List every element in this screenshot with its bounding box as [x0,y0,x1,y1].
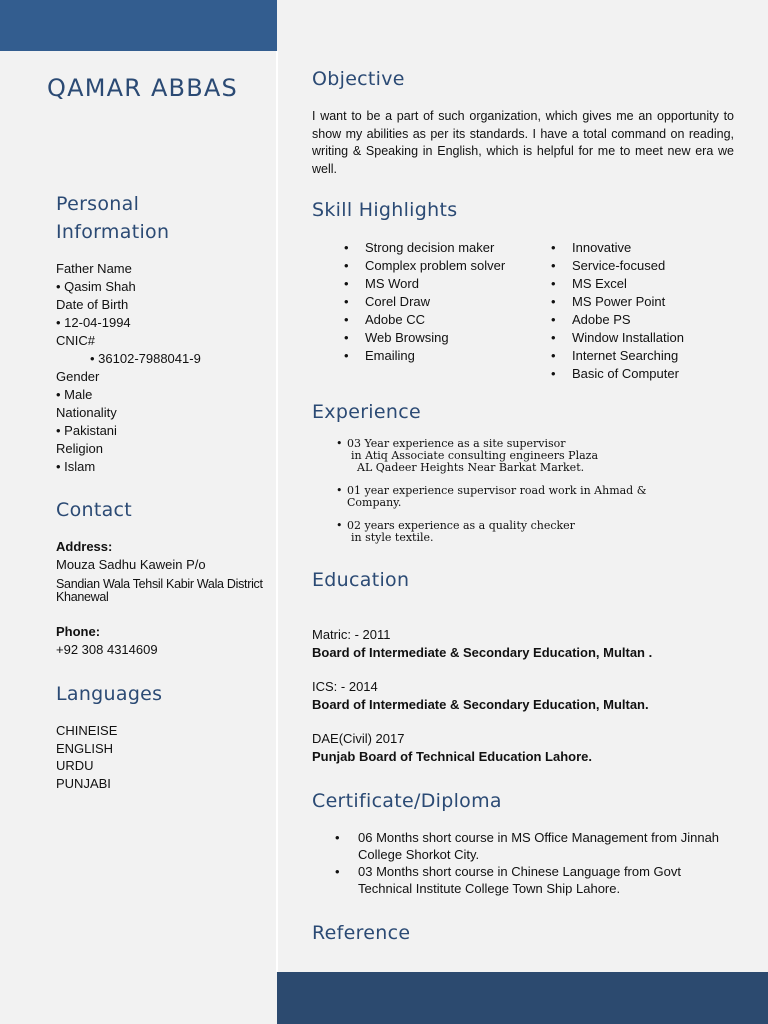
language-item: CHINEISE [56,723,118,738]
nationality-value: • Pakistani [56,423,117,438]
contact-heading: Contact [56,499,133,521]
education-item [312,626,652,662]
education-degree: ICS: - 2014 [312,679,378,694]
skill-item: • Complex problem solver [365,257,525,275]
experience-line: AL Qadeer Heights Near Barkat Market. [357,461,585,474]
education-board: Punjab Board of Technical Education Lahore. [312,749,593,764]
experience-line: • 01 year experience supervisor road work in Ahmad & Company. [347,484,647,509]
candidate-name: QAMAR ABBAS [47,74,238,102]
skill-item: • Web Browsing [365,329,525,347]
address-line1: Mouza Sadhu Kawein P/o [56,557,206,572]
skill-item: • Corel Draw [365,293,525,311]
column-divider [276,51,278,972]
skills-heading: Skill Highlights [312,199,458,221]
education-item [312,730,592,766]
education-board: Board of Intermediate & Secondary Education, Multan. [312,697,649,712]
certificate-item: • 03 Months short course in Chinese Language from Govt Technical Institute College Town Ship Lahore. [358,863,738,897]
address-label: Address: [56,539,113,554]
experience-line: in Atiq Associate consulting engineers Plaza [351,449,599,462]
religion-value: • Islam [56,459,96,474]
objective-text: I want to be a part of such organization, which gives me an opportunity to show my abilities as per its standards. I have a total command on reading, writing & Speaking in English, which is helpful for me to meet new era we well. [312,109,734,176]
language-item: PUNJABI [56,775,111,791]
personal-info-list [56,260,266,476]
education-heading: Education [312,569,410,591]
cnic-label: CNIC# [56,333,96,348]
skill-item: • Strong decision maker [365,239,525,257]
languages-heading: Languages [56,683,163,705]
experience-line: • 02 years experience as a quality checker [347,519,575,532]
address-line2: Sandian Wala Tehsil Kabir Wala District Khanewal [56,577,263,604]
experience-item [336,485,666,509]
dob-label: Date of Birth [56,297,129,312]
phone-label: Phone: [56,624,101,639]
experience-line: in style textile. [351,531,434,544]
experience-line: • 03 Year experience as a site supervisor [347,437,566,450]
skill-item: • Service-focused [572,257,752,275]
experience-item [336,520,666,544]
education-degree: DAE(Civil) 2017 [312,731,405,746]
languages-list [56,722,117,792]
skills-column-2 [572,239,752,383]
reference-heading: Reference [312,922,411,944]
objective-heading: Objective [312,68,405,90]
cnic-value: • 36102-7988041-9 [90,351,201,366]
phone-value: +92 308 4314609 [56,642,158,657]
father-label: Father Name [56,261,132,276]
nationality-label: Nationality [56,405,117,420]
certificate-heading: Certificate/Diploma [312,790,502,812]
skill-item: • MS Excel [572,275,752,293]
experience-heading: Experience [312,401,421,423]
gender-value: • Male [56,387,93,402]
experience-item [336,438,666,474]
skill-item: • Innovative [572,239,752,257]
skills-column-1 [365,239,525,365]
language-item: URDU [56,758,94,773]
skill-item: • MS Word [365,275,525,293]
gender-label: Gender [56,369,100,384]
religion-label: Religion [56,441,103,456]
personal-info-heading [56,190,169,246]
top-accent-bar [0,0,277,51]
experience-list [336,438,666,544]
language-item: ENGLISH [56,740,114,756]
personal-heading-line2: Information [56,221,170,243]
skill-item: • Internet Searching [572,347,752,365]
education-item [312,678,649,714]
certificate-item: • 06 Months short course in MS Office Management from Jinnah College Shorkot City. [358,829,738,863]
contact-section [56,538,271,659]
father-value: • Qasim Shah [56,279,136,294]
personal-heading-line1: Personal [56,193,140,215]
education-board: Board of Intermediate & Secondary Education, Multan . [312,645,653,660]
certificate-list [358,829,738,897]
bottom-accent-bar [277,972,768,1024]
skill-item: • MS Power Point [572,293,752,311]
skill-item: • Adobe CC [365,311,525,329]
skill-item: • Window Installation [572,329,752,347]
skill-item: • Adobe PS [572,311,752,329]
skill-item: • Basic of Computer [572,365,752,383]
skill-item: • Emailing [365,347,525,365]
dob-value: • 12-04-1994 [56,315,131,330]
education-degree: Matric: - 2011 [312,627,391,642]
